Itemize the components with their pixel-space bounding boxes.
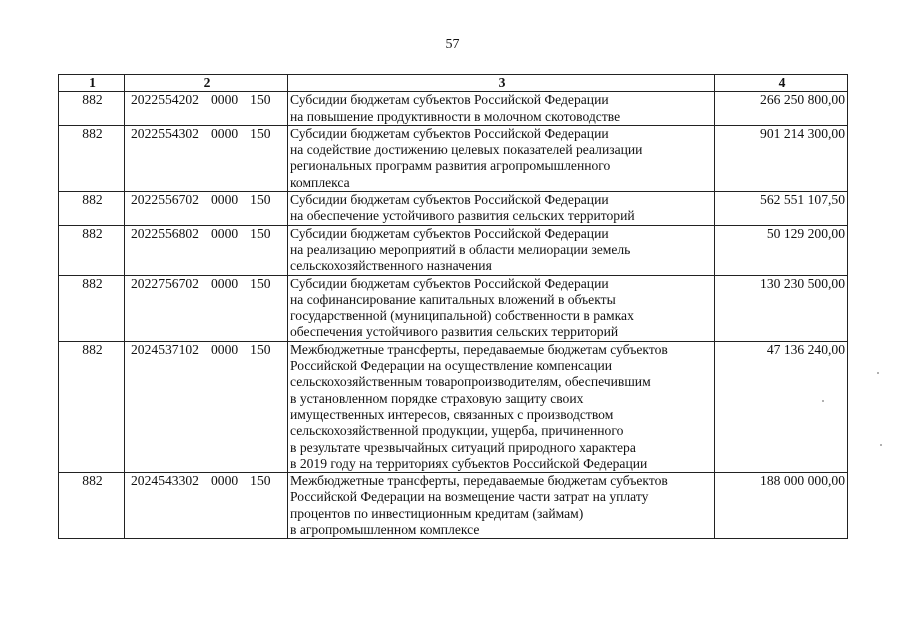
header-col-4: 4: [715, 75, 848, 92]
kbk-kosgu: 150: [250, 341, 271, 357]
description-line: в агропромышленном комплексе: [290, 522, 480, 538]
amount-cell: 47 136 240,00: [715, 341, 848, 472]
description-cell: [288, 225, 715, 275]
description-line: комплекса: [290, 174, 350, 190]
admin-code-cell: 882: [59, 192, 125, 226]
kbk-subcode: 0000: [210, 125, 239, 141]
budget-code-cell: [125, 473, 288, 539]
description-cell: [288, 275, 715, 341]
kbk-kosgu: 150: [250, 192, 271, 208]
description-line: Субсидии бюджетам субъектов Российской Федерации: [290, 92, 609, 108]
description-line: Субсидии бюджетам субъектов Российской Федерации: [290, 275, 609, 291]
description-cell: [288, 125, 715, 191]
description-line: обеспечения устойчивого развития сельских территорий: [290, 324, 619, 340]
kbk-subcode: 0000: [210, 275, 239, 291]
kbk-subcode: 0000: [210, 341, 239, 357]
description-cell: [288, 473, 715, 539]
kbk-subcode: 0000: [210, 473, 239, 489]
kbk-code: 2024543302: [131, 473, 199, 489]
description-line: на содействие достижению целевых показателей реализации: [290, 142, 643, 158]
header-col-2: 2: [125, 75, 288, 92]
kbk-code: 2024537102: [131, 341, 199, 357]
description-line: на обеспечение устойчивого развития сельских территорий: [290, 208, 635, 224]
budget-code-cell: [125, 225, 288, 275]
kbk-code: 2022756702: [131, 275, 199, 291]
kbk-subcode: 0000: [210, 192, 239, 208]
budget-code-cell: [125, 192, 288, 226]
amount-cell: 266 250 800,00: [715, 92, 848, 126]
admin-code-cell: 882: [59, 125, 125, 191]
description-line: Субсидии бюджетам субъектов Российской Федерации: [290, 192, 609, 208]
page-number: 57: [445, 37, 460, 52]
amount-cell: 901 214 300,00: [715, 125, 848, 191]
description-line: Межбюджетные трансферты, передаваемые бюджетам субъектов: [290, 473, 668, 489]
kbk-kosgu: 150: [250, 92, 271, 108]
description-line: Субсидии бюджетам субъектов Российской Федерации: [290, 125, 609, 141]
scan-speck: [880, 444, 882, 446]
description-line: сельскохозяйственного назначения: [290, 258, 492, 274]
description-line: Межбюджетные трансферты, передаваемые бюджетам субъектов: [290, 341, 668, 357]
budget-code-cell: [125, 125, 288, 191]
kbk-kosgu: 150: [250, 225, 271, 241]
description-line: процентов по инвестиционным кредитам (займам): [290, 505, 584, 521]
kbk-kosgu: 150: [250, 125, 271, 141]
header-col-3: 3: [288, 75, 715, 92]
admin-code-cell: 882: [59, 473, 125, 539]
admin-code-cell: 882: [59, 275, 125, 341]
description-cell: [288, 192, 715, 226]
amount-cell: 562 551 107,50: [715, 192, 848, 226]
table-row: [59, 473, 848, 539]
scan-speck: [822, 400, 824, 402]
description-cell: [288, 92, 715, 126]
description-line: Российской Федерации на возмещение части затрат на уплату: [290, 489, 649, 505]
description-line: имущественных интересов, связанных с производством: [290, 406, 614, 422]
budget-code-cell: [125, 275, 288, 341]
amount-cell: 188 000 000,00: [715, 473, 848, 539]
scan-speck: [877, 372, 879, 374]
kbk-kosgu: 150: [250, 473, 271, 489]
header-col-1: 1: [59, 75, 125, 92]
description-line: в 2019 году на территориях субъектов Российской Федерации: [290, 455, 648, 471]
table-row: [59, 341, 848, 472]
amount-cell: 130 230 500,00: [715, 275, 848, 341]
admin-code-cell: 882: [59, 341, 125, 472]
kbk-subcode: 0000: [210, 92, 239, 108]
description-line: сельскохозяйственной продукции, ущерба, причиненного: [290, 423, 624, 439]
table-row: [59, 92, 848, 126]
table-row: [59, 225, 848, 275]
table-row: [59, 192, 848, 226]
kbk-code: 2022554302: [131, 125, 199, 141]
description-line: в установленном порядке страховую защиту своих: [290, 390, 584, 406]
budget-code-cell: [125, 92, 288, 126]
description-line: на софинансирование капитальных вложений в объекты: [290, 291, 616, 307]
description-line: сельскохозяйственным товаропроизводителям, обеспечившим: [290, 374, 651, 390]
table-row: [59, 275, 848, 341]
description-cell: [288, 341, 715, 472]
description-line: государственной (муниципальной) собственности в рамках: [290, 308, 634, 324]
table-header-row: [59, 75, 848, 92]
description-line: Субсидии бюджетам субъектов Российской Федерации: [290, 225, 609, 241]
kbk-code: 2022556702: [131, 192, 199, 208]
kbk-subcode: 0000: [210, 225, 239, 241]
admin-code-cell: 882: [59, 92, 125, 126]
kbk-kosgu: 150: [250, 275, 271, 291]
kbk-code: 2022556802: [131, 225, 199, 241]
description-line: на повышение продуктивности в молочном скотоводстве: [290, 108, 621, 124]
description-line: на реализацию мероприятий в области мелиорации земель: [290, 241, 631, 257]
budget-code-cell: [125, 341, 288, 472]
description-line: в результате чрезвычайных ситуаций природного характера: [290, 439, 636, 455]
table-row: [59, 125, 848, 191]
amount-cell: 50 129 200,00: [715, 225, 848, 275]
description-line: Российской Федерации на осуществление компенсации: [290, 358, 613, 374]
budget-revenue-table: [58, 74, 848, 539]
admin-code-cell: 882: [59, 225, 125, 275]
kbk-code: 2022554202: [131, 92, 199, 108]
description-line: региональных программ развития агропромышленного: [290, 158, 611, 174]
